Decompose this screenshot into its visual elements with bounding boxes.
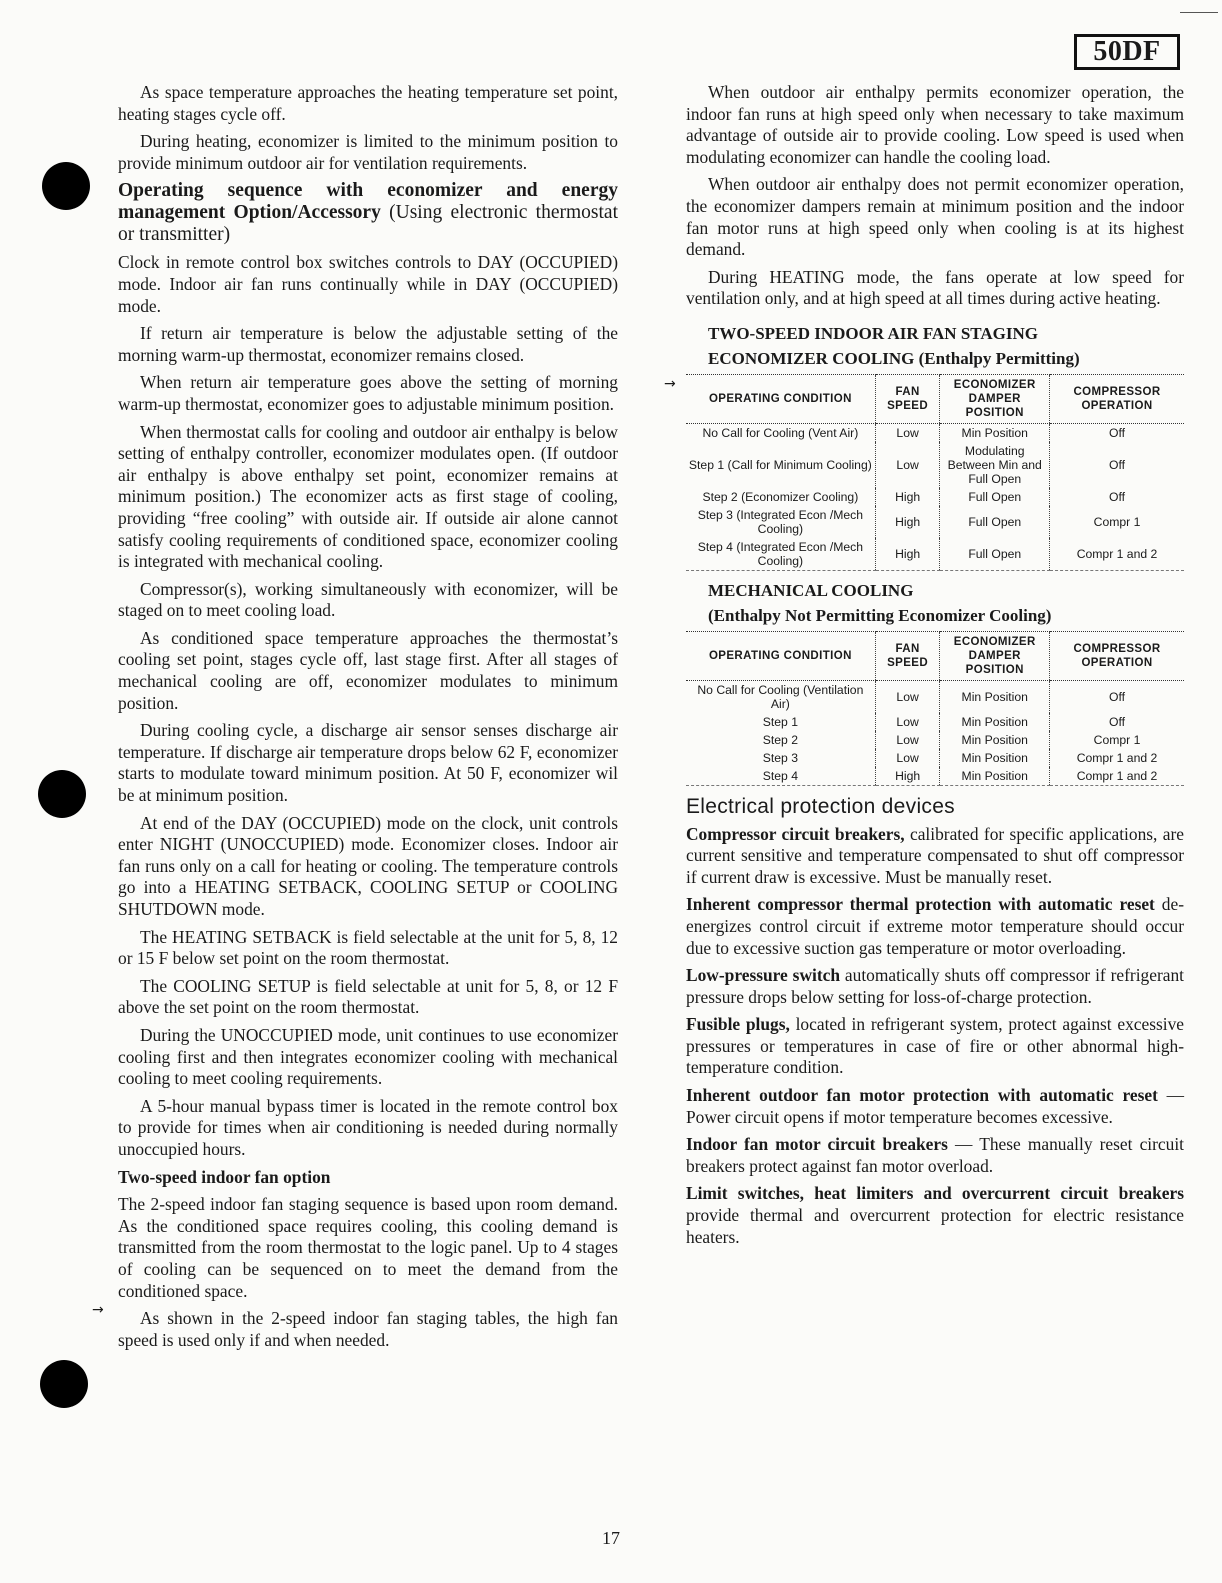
mechanical-cooling-table-block bbox=[686, 581, 1184, 786]
table-cell: Step 3 (Integrated Econ /Mech Cooling) bbox=[697, 507, 864, 536]
table-cell: Step 1 bbox=[762, 714, 798, 729]
table-cell: Low bbox=[875, 749, 940, 767]
protection-item bbox=[686, 1134, 1184, 1177]
paragraph: During the UNOCCUPIED mode, unit continues to use economizer cooling first and then integrates economizer cooling with mechanical cooling to meet cooling requirements. bbox=[118, 1024, 618, 1089]
table-cell: Low bbox=[875, 680, 940, 713]
protection-item bbox=[686, 824, 1184, 889]
item-text: automatically shuts off compressor if refrigerant pressure drops below setting for loss-of-charge protection. bbox=[686, 965, 1184, 1007]
table-cell: Off bbox=[1050, 423, 1184, 442]
paragraph: As space temperature approaches the heating temperature set point, heating stages cycle off. bbox=[118, 82, 618, 124]
table-cell: Compr 1 and 2 bbox=[1050, 767, 1184, 786]
fan-staging-table-block bbox=[686, 324, 1184, 571]
table-cell: Min Position bbox=[940, 423, 1050, 442]
paragraph: When return air temperature goes above the setting of morning warm-up thermostat, economizer goes to adjustable minimum position. bbox=[118, 372, 618, 414]
table-cell: Off bbox=[1050, 488, 1184, 506]
table-cell: Low bbox=[875, 442, 940, 488]
paragraph: During cooling cycle, a discharge air sensor senses discharge air temperature. If discharge air temperature drops below 62 F, economizer starts to modulate toward minimum position. At 50 F, economizer wil be at minimum position. bbox=[118, 720, 618, 806]
table-cell: Low bbox=[875, 423, 940, 442]
table-cell: Compr 1 and 2 bbox=[1050, 749, 1184, 767]
protection-item bbox=[686, 1183, 1184, 1248]
paragraph: When outdoor air enthalpy permits economizer operation, the indoor fan runs at high speed only when necessary to take maximum advantage of outside air to provide cooling. Low speed is used when modulating economizer can handle the cooling load. bbox=[686, 82, 1184, 167]
item-term: Limit switches, heat limiters and overcurrent circuit breakers bbox=[686, 1183, 1184, 1204]
table-cell: Min Position bbox=[940, 767, 1050, 786]
punch-hole bbox=[42, 162, 90, 210]
table-cell: Full Open bbox=[940, 488, 1050, 506]
table-cell: Off bbox=[1050, 713, 1184, 731]
table-cell: Step 2 bbox=[762, 732, 798, 747]
table-cell: Compr 1 bbox=[1050, 506, 1184, 538]
item-term: Fusible plugs, bbox=[686, 1014, 790, 1035]
paragraph: When thermostat calls for cooling and outdoor air enthalpy is below setting of enthalpy controller, economizer modulates open. (If outdoor air enthalpy is above enthalpy set point, economizer remains at minimum position.) The economizer acts as first stage of cooling, providing “free cooling” with outside air. If outside air alone cannot satisfy cooling requirements of conditioned space, economizer cooling is integrated with mechanical cooling. bbox=[118, 421, 618, 572]
table-row bbox=[686, 731, 1184, 749]
item-term: Compressor circuit breakers, bbox=[686, 823, 905, 844]
table-cell: High bbox=[875, 506, 940, 538]
revision-arrow: → bbox=[92, 1302, 104, 1318]
section-heading bbox=[118, 180, 618, 246]
table-cell: High bbox=[875, 488, 940, 506]
table-cell: Off bbox=[1050, 680, 1184, 713]
protection-item bbox=[686, 965, 1184, 1008]
right-column bbox=[686, 82, 1184, 1254]
protection-item bbox=[686, 894, 1184, 959]
column-header: ECONOMIZER DAMPER POSITION bbox=[940, 631, 1050, 680]
heading-rest: (Using electronic thermostat or transmitter) bbox=[118, 202, 618, 246]
item-term: Inherent outdoor fan motor protection with automatic reset bbox=[686, 1085, 1158, 1106]
paragraph: Clock in remote control box switches controls to DAY (OCCUPIED) mode. Indoor air fan runs continually while in DAY (OCCUPIED) mode. bbox=[118, 252, 618, 316]
item-term: Inherent compressor thermal protection with automatic reset bbox=[686, 894, 1155, 915]
table-row bbox=[686, 767, 1184, 786]
table-subtitle: (Enthalpy Not Permitting Economizer Cooling) bbox=[708, 605, 1052, 625]
table-cell: Step 4 (Integrated Econ /Mech Cooling) bbox=[686, 538, 875, 571]
column-header: ECONOMIZER DAMPER POSITION bbox=[940, 374, 1050, 423]
column-header: COMPRESSOR OPERATION bbox=[1050, 374, 1184, 423]
column-header: FAN SPEED bbox=[875, 374, 940, 423]
table-cell: Full Open bbox=[940, 538, 1050, 571]
left-column bbox=[118, 82, 618, 1357]
paragraph: Compressor(s), working simultaneously with economizer, will be staged on to meet cooling load. bbox=[118, 578, 618, 621]
table-cell: Step 1 (Call for Minimum Cooling) bbox=[688, 457, 872, 472]
item-text: — Power circuit opens if motor temperature becomes excessive. bbox=[686, 1085, 1184, 1127]
table-cell: Step 3 bbox=[762, 750, 798, 765]
heading-bold: Operating sequence with economizer and energy management Option/Accessory bbox=[118, 180, 618, 224]
table-row bbox=[686, 713, 1184, 731]
punch-hole bbox=[40, 1360, 88, 1408]
table-title: MECHANICAL COOLING bbox=[708, 580, 914, 600]
mechanical-cooling-table bbox=[686, 631, 1184, 786]
table-row bbox=[686, 423, 1184, 442]
table-cell: Compr 1 and 2 bbox=[1050, 538, 1184, 571]
table-row bbox=[686, 442, 1184, 488]
table-cell: Full Open bbox=[940, 506, 1050, 538]
column-header: OPERATING CONDITION bbox=[686, 631, 875, 680]
table-title: TWO-SPEED INDOOR AIR FAN STAGING bbox=[708, 323, 1038, 343]
section-heading: Electrical protection devices bbox=[686, 794, 955, 818]
table-cell: Off bbox=[1050, 442, 1184, 488]
table-row bbox=[686, 538, 1184, 571]
table-row bbox=[686, 749, 1184, 767]
paragraph: The HEATING SETBACK is field selectable at the unit for 5, 8, 12 or 15 F below set point on the room thermostat. bbox=[118, 926, 618, 969]
protection-item bbox=[686, 1085, 1184, 1128]
table-cell: High bbox=[875, 538, 940, 571]
protection-item bbox=[686, 1014, 1184, 1079]
column-header: OPERATING CONDITION bbox=[686, 374, 875, 423]
paragraph: If return air temperature is below the adjustable setting of the morning warm-up thermostat, economizer remains closed. bbox=[118, 323, 618, 365]
table-cell: Low bbox=[875, 713, 940, 731]
item-text: calibrated for specific applications, are current sensitive and temperature compensated to shut off compressor if current draw is excessive. Must be manually reset. bbox=[686, 823, 1184, 887]
paragraph: As conditioned space temperature approaches the thermostat’s cooling set point, stages cycle off, last stage first. After all stages of mechanical cooling are off, economizer modulates to minimum position. bbox=[118, 627, 618, 713]
table-row bbox=[686, 680, 1184, 713]
model-badge: 50DF bbox=[1074, 34, 1180, 70]
table-cell: No Call for Cooling (Ventilation Air) bbox=[697, 682, 864, 711]
paragraph: When outdoor air enthalpy does not permit economizer operation, the economizer dampers remain at minimum position and the indoor fan motor runs at high speed only when cooling is at its highest demand. bbox=[686, 174, 1184, 260]
table-cell: Modulating Between Min and Full Open bbox=[940, 442, 1050, 488]
item-term: Indoor fan motor circuit breakers bbox=[686, 1134, 948, 1155]
paragraph: During HEATING mode, the fans operate at low speed for ventilation only, and at high speed at all times during active heating. bbox=[686, 266, 1184, 309]
item-text: de-energizes control circuit if extreme motor temperature should occur due to excessive suction gas temperature or motor overloading. bbox=[686, 894, 1184, 958]
paragraph: The COOLING SETUP is field selectable at unit for 5, 8, or 12 F above the set point on the room thermostat. bbox=[118, 975, 618, 1018]
paragraph: At end of the DAY (OCCUPIED) mode on the clock, unit controls enter NIGHT (UNOCCUPIED) mode. Economizer closes. Indoor air fan runs only on a call for heating or cooling. The temperature controls go into a HEATING SETBACK, COOLING SETUP or COOLING SHUTDOWN mode. bbox=[118, 812, 618, 919]
table-cell: Min Position bbox=[940, 680, 1050, 713]
table-cell: Min Position bbox=[940, 713, 1050, 731]
punch-hole bbox=[38, 770, 86, 818]
table-cell: Min Position bbox=[940, 731, 1050, 749]
paragraph: As shown in the 2-speed indoor fan staging tables, the high fan speed is used only if and when needed. bbox=[118, 1308, 618, 1350]
table-cell: High bbox=[875, 767, 940, 786]
item-text: provide thermal and overcurrent protection for electric resistance heaters. bbox=[686, 1205, 1184, 1247]
table-cell: Compr 1 bbox=[1050, 731, 1184, 749]
economizer-cooling-table bbox=[686, 374, 1184, 571]
table-cell: Step 4 bbox=[686, 767, 875, 786]
paragraph: During heating, economizer is limited to the minimum position to provide minimum outdoor air for ventilation requirements. bbox=[118, 131, 618, 173]
table-cell: No Call for Cooling (Vent Air) bbox=[702, 425, 859, 440]
page-number: 17 bbox=[602, 1528, 620, 1548]
column-header: COMPRESSOR OPERATION bbox=[1050, 631, 1184, 680]
subsection-heading: Two-speed indoor fan option bbox=[118, 1166, 331, 1187]
column-header: FAN SPEED bbox=[875, 631, 940, 680]
table-cell: Min Position bbox=[940, 749, 1050, 767]
item-text: located in refrigerant system, protect against excessive pressures or temperatures in case of fire or other abnormal high-temperature condition. bbox=[686, 1014, 1184, 1078]
item-term: Low-pressure switch bbox=[686, 965, 841, 986]
item-text: — These manually reset circuit breakers protect against fan motor overload. bbox=[686, 1134, 1184, 1176]
table-row bbox=[686, 488, 1184, 506]
paragraph: A 5-hour manual bypass timer is located in the remote control box to provide for times when air conditioning is needed during normally unoccupied hours. bbox=[118, 1095, 618, 1159]
top-rule bbox=[1180, 12, 1218, 13]
revision-arrow: → bbox=[664, 376, 676, 392]
table-cell: Step 2 (Economizer Cooling) bbox=[702, 489, 859, 504]
table-row bbox=[686, 506, 1184, 538]
table-subtitle: ECONOMIZER COOLING (Enthalpy Permitting) bbox=[708, 348, 1080, 368]
table-cell: Low bbox=[875, 731, 940, 749]
paragraph: The 2-speed indoor fan staging sequence is based upon room demand. As the conditioned space requires cooling, this cooling demand is transmitted from the room thermostat to the logic panel. Up to 4 stages of cooling can be sequenced on to meet the demand from the conditioned space. bbox=[118, 1194, 618, 1301]
